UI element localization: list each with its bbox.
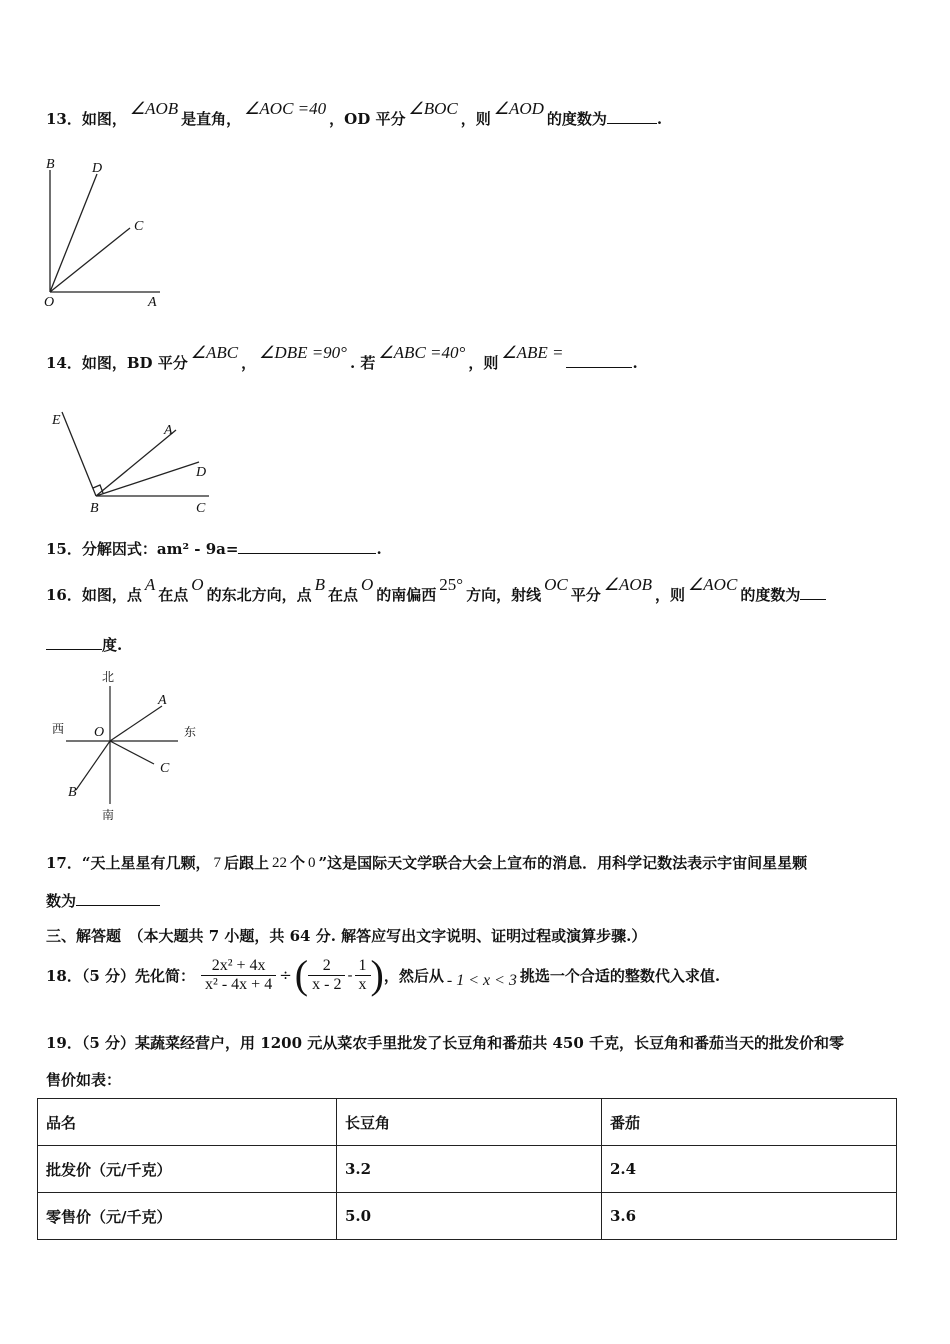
table-header-cell: 品名 [38,1099,337,1146]
label-e: E [52,413,61,428]
answer-blank [76,891,160,906]
table-cell: 5.0 [337,1193,602,1240]
question-16: 16．如图，点A在点O的东北方向，点B在点O的南偏西25°方向，射线OC平分∠AOB，则∠AOC的度数为 [46,584,826,605]
question-18: 18．（5 分）先化简： $\frac{\text{2x² + 4x}}{\text{x² - 4x + 4}}$ ÷ ( $\frac{2}{x - 2}$ - $\frac{1}{x}$ ) ，然后从 - 1 < x < 3 挑选一个合适的整数代入求值. [46,952,721,997]
table-cell: 3.6 [602,1193,897,1240]
label-a: A [158,693,167,708]
math-angle-abe: ∠ABE = [501,343,564,362]
question-19-line2: 售价如表： [46,1071,122,1089]
math-angle-dbe: ∠DBE =90° [259,343,347,362]
table-cell: 零售价（元/千克） [38,1193,337,1240]
table-cell: 3.2 [337,1146,602,1193]
label-a: A [148,295,157,310]
question-16-line2: 度. [46,634,122,655]
label-c: C [160,761,170,776]
table-header-cell: 长豆角 [337,1099,602,1146]
label-west: 西 [52,722,65,736]
label-o: O [44,295,55,310]
figure-q14 [44,400,224,516]
question-13: 13．如图，∠AOB是直角，∠AOC =40，OD 平分∠BOC，则∠AOD的度数为 . [46,99,663,128]
question-17: 17．“天上星星有几颗， 7 后跟上 22 个 0 ”这是国际天文学联合大会上宣布的消息．用科学记数法表示宇宙间星星颗 [46,854,808,872]
label-o: O [94,725,105,740]
question-17-line2: 数为 [46,890,160,911]
question-19: 19．（5 分）某蔬菜经营户，用 1200 元从菜农手里批发了长豆角和番茄共 450 千克，长豆角和番茄当天的批发价和零 [46,1034,844,1052]
table-header-row [38,1099,897,1146]
question-14: 14．如图，BD 平分∠ABC，∠DBE =90°. 若∠ABC =40°，则∠ABE =. [46,343,638,372]
fraction-1: $\frac{\text{2x² + 4x}}{\text{x² - 4x + 4}}$ [201,957,276,994]
label-south: 南 [102,808,115,822]
figure-q13 [40,150,180,310]
answer-blank [46,635,102,650]
label-b: B [46,157,55,172]
label-b: B [90,501,99,516]
math-angle-abc-value: ∠ABC =40° [378,343,466,362]
figure-q16 [44,664,214,824]
table-header-cell: 番茄 [602,1099,897,1146]
price-table [37,1098,897,1240]
table-cell: 批发价（元/千克） [38,1146,337,1193]
label-a: A [164,423,173,438]
math-angle-aob: ∠AOB [129,99,179,118]
fraction-3: $\frac{1}{x}$ [355,957,371,994]
section-heading: 三、解答题 （本大题共 7 小题，共 64 分. 解答应写出文字说明、证明过程或演算步骤.） [46,927,647,945]
math-angle-boc: ∠BOC [408,99,458,118]
label-d: D [92,161,103,176]
math-range: - 1 < x < 3 [446,972,517,989]
math-angle-abc: ∠ABC [190,343,239,362]
label-north: 北 [102,670,115,684]
label-b: B [68,785,77,800]
math-angle-aoc: ∠AOC =40 [244,99,327,118]
answer-blank [607,109,657,124]
question-15: 15．分解因式：am² - 9a= . [46,540,382,558]
answer-blank [566,353,632,368]
label-c: C [196,501,206,516]
math-angle-aod: ∠AOD [493,99,544,118]
label-c: C [134,219,144,234]
answer-blank [800,585,826,600]
table-row [38,1193,897,1240]
table-row [38,1146,897,1193]
answer-blank [238,539,376,554]
label-d: D [196,465,207,480]
table-cell: 2.4 [602,1146,897,1193]
fraction-2: $\frac{2}{x - 2}$ [308,957,345,994]
label-east: 东 [184,725,197,739]
